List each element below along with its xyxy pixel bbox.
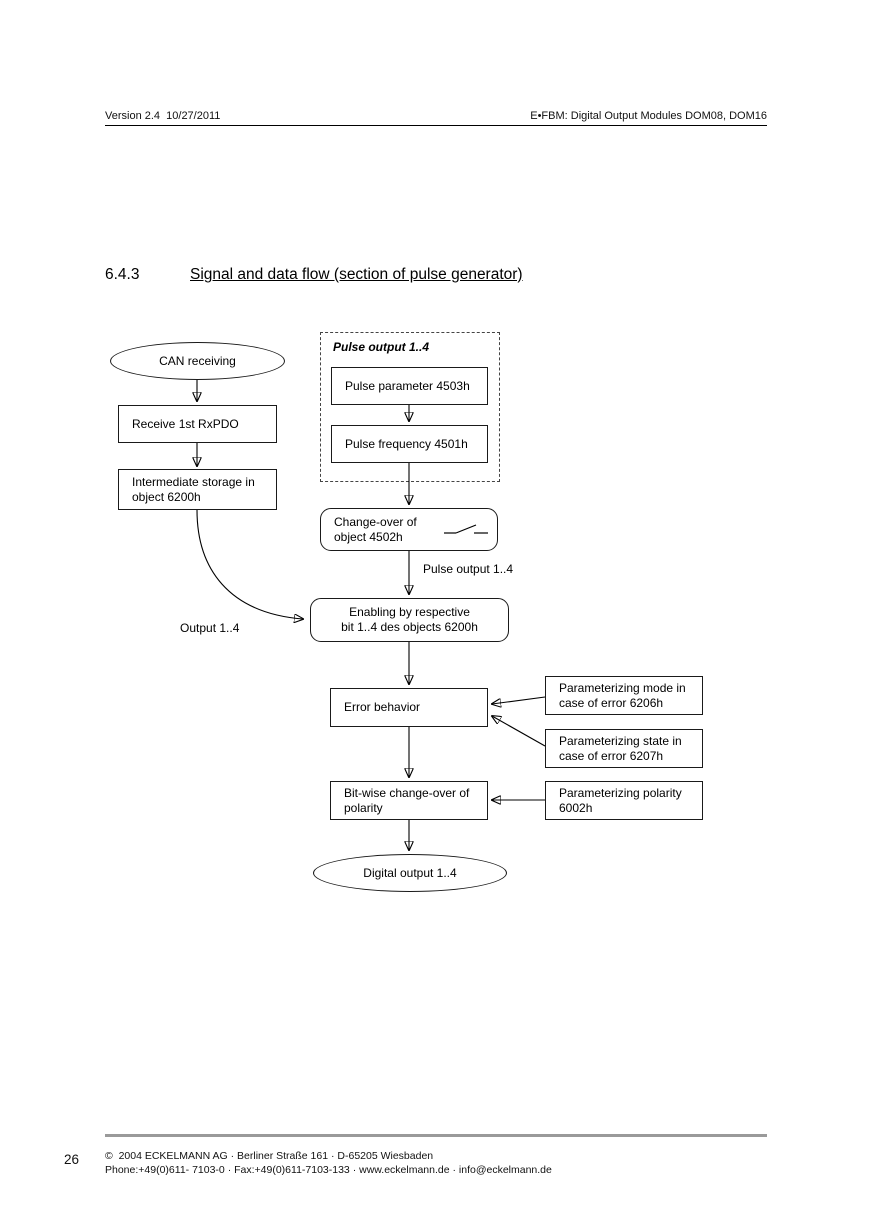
node-pulse-parameter: Pulse parameter 4503h <box>331 367 488 405</box>
node-digital-output: Digital output 1..4 <box>313 854 507 892</box>
node-can-receiving: CAN receiving <box>110 342 285 380</box>
header-rule <box>105 125 767 126</box>
footer-rule <box>105 1134 767 1137</box>
node-param-mode: Parameterizing mode in case of error 6206h <box>545 676 703 715</box>
node-intermediate-storage: Intermediate storage in object 6200h <box>118 469 277 510</box>
header-version: Version 2.4 10/27/2011 <box>105 110 221 122</box>
label-output-1-4: Output 1..4 <box>180 621 240 635</box>
section-title: Signal and data flow (section of pulse generator) <box>190 266 523 283</box>
node-receive-rxpdo: Receive 1st RxPDO <box>118 405 277 443</box>
header-doc-title: E•FBM: Digital Output Modules DOM08, DOM16 <box>530 110 767 122</box>
node-bitwise-changeover: Bit-wise change-over of polarity <box>330 781 488 820</box>
node-enabling: Enabling by respective bit 1..4 des objects 6200h <box>310 598 509 642</box>
switch-icon <box>443 523 489 537</box>
label-pulse-output: Pulse output 1..4 <box>423 562 514 576</box>
page-number: 26 <box>64 1152 80 1167</box>
pulse-group-title: Pulse output 1..4 <box>333 340 430 354</box>
node-param-state: Parameterizing state in case of error 6207h <box>545 729 703 768</box>
node-error-behavior: Error behavior <box>330 688 488 727</box>
node-change-over: Change-over of object 4502h <box>320 508 498 551</box>
footer-contact: Phone:+49(0)611- 7103-0 · Fax:+49(0)611-7103-133 · www.eckelmann.de · info@eckelmann.de <box>105 1164 552 1176</box>
footer-copyright: © 2004 ECKELMANN AG · Berliner Straße 161 · D-65205 Wiesbaden <box>105 1150 434 1162</box>
section-number: 6.4.3 <box>105 266 140 283</box>
node-pulse-frequency: Pulse frequency 4501h <box>331 425 488 463</box>
node-param-polarity: Parameterizing polarity 6002h <box>545 781 703 820</box>
section-heading <box>105 266 523 284</box>
